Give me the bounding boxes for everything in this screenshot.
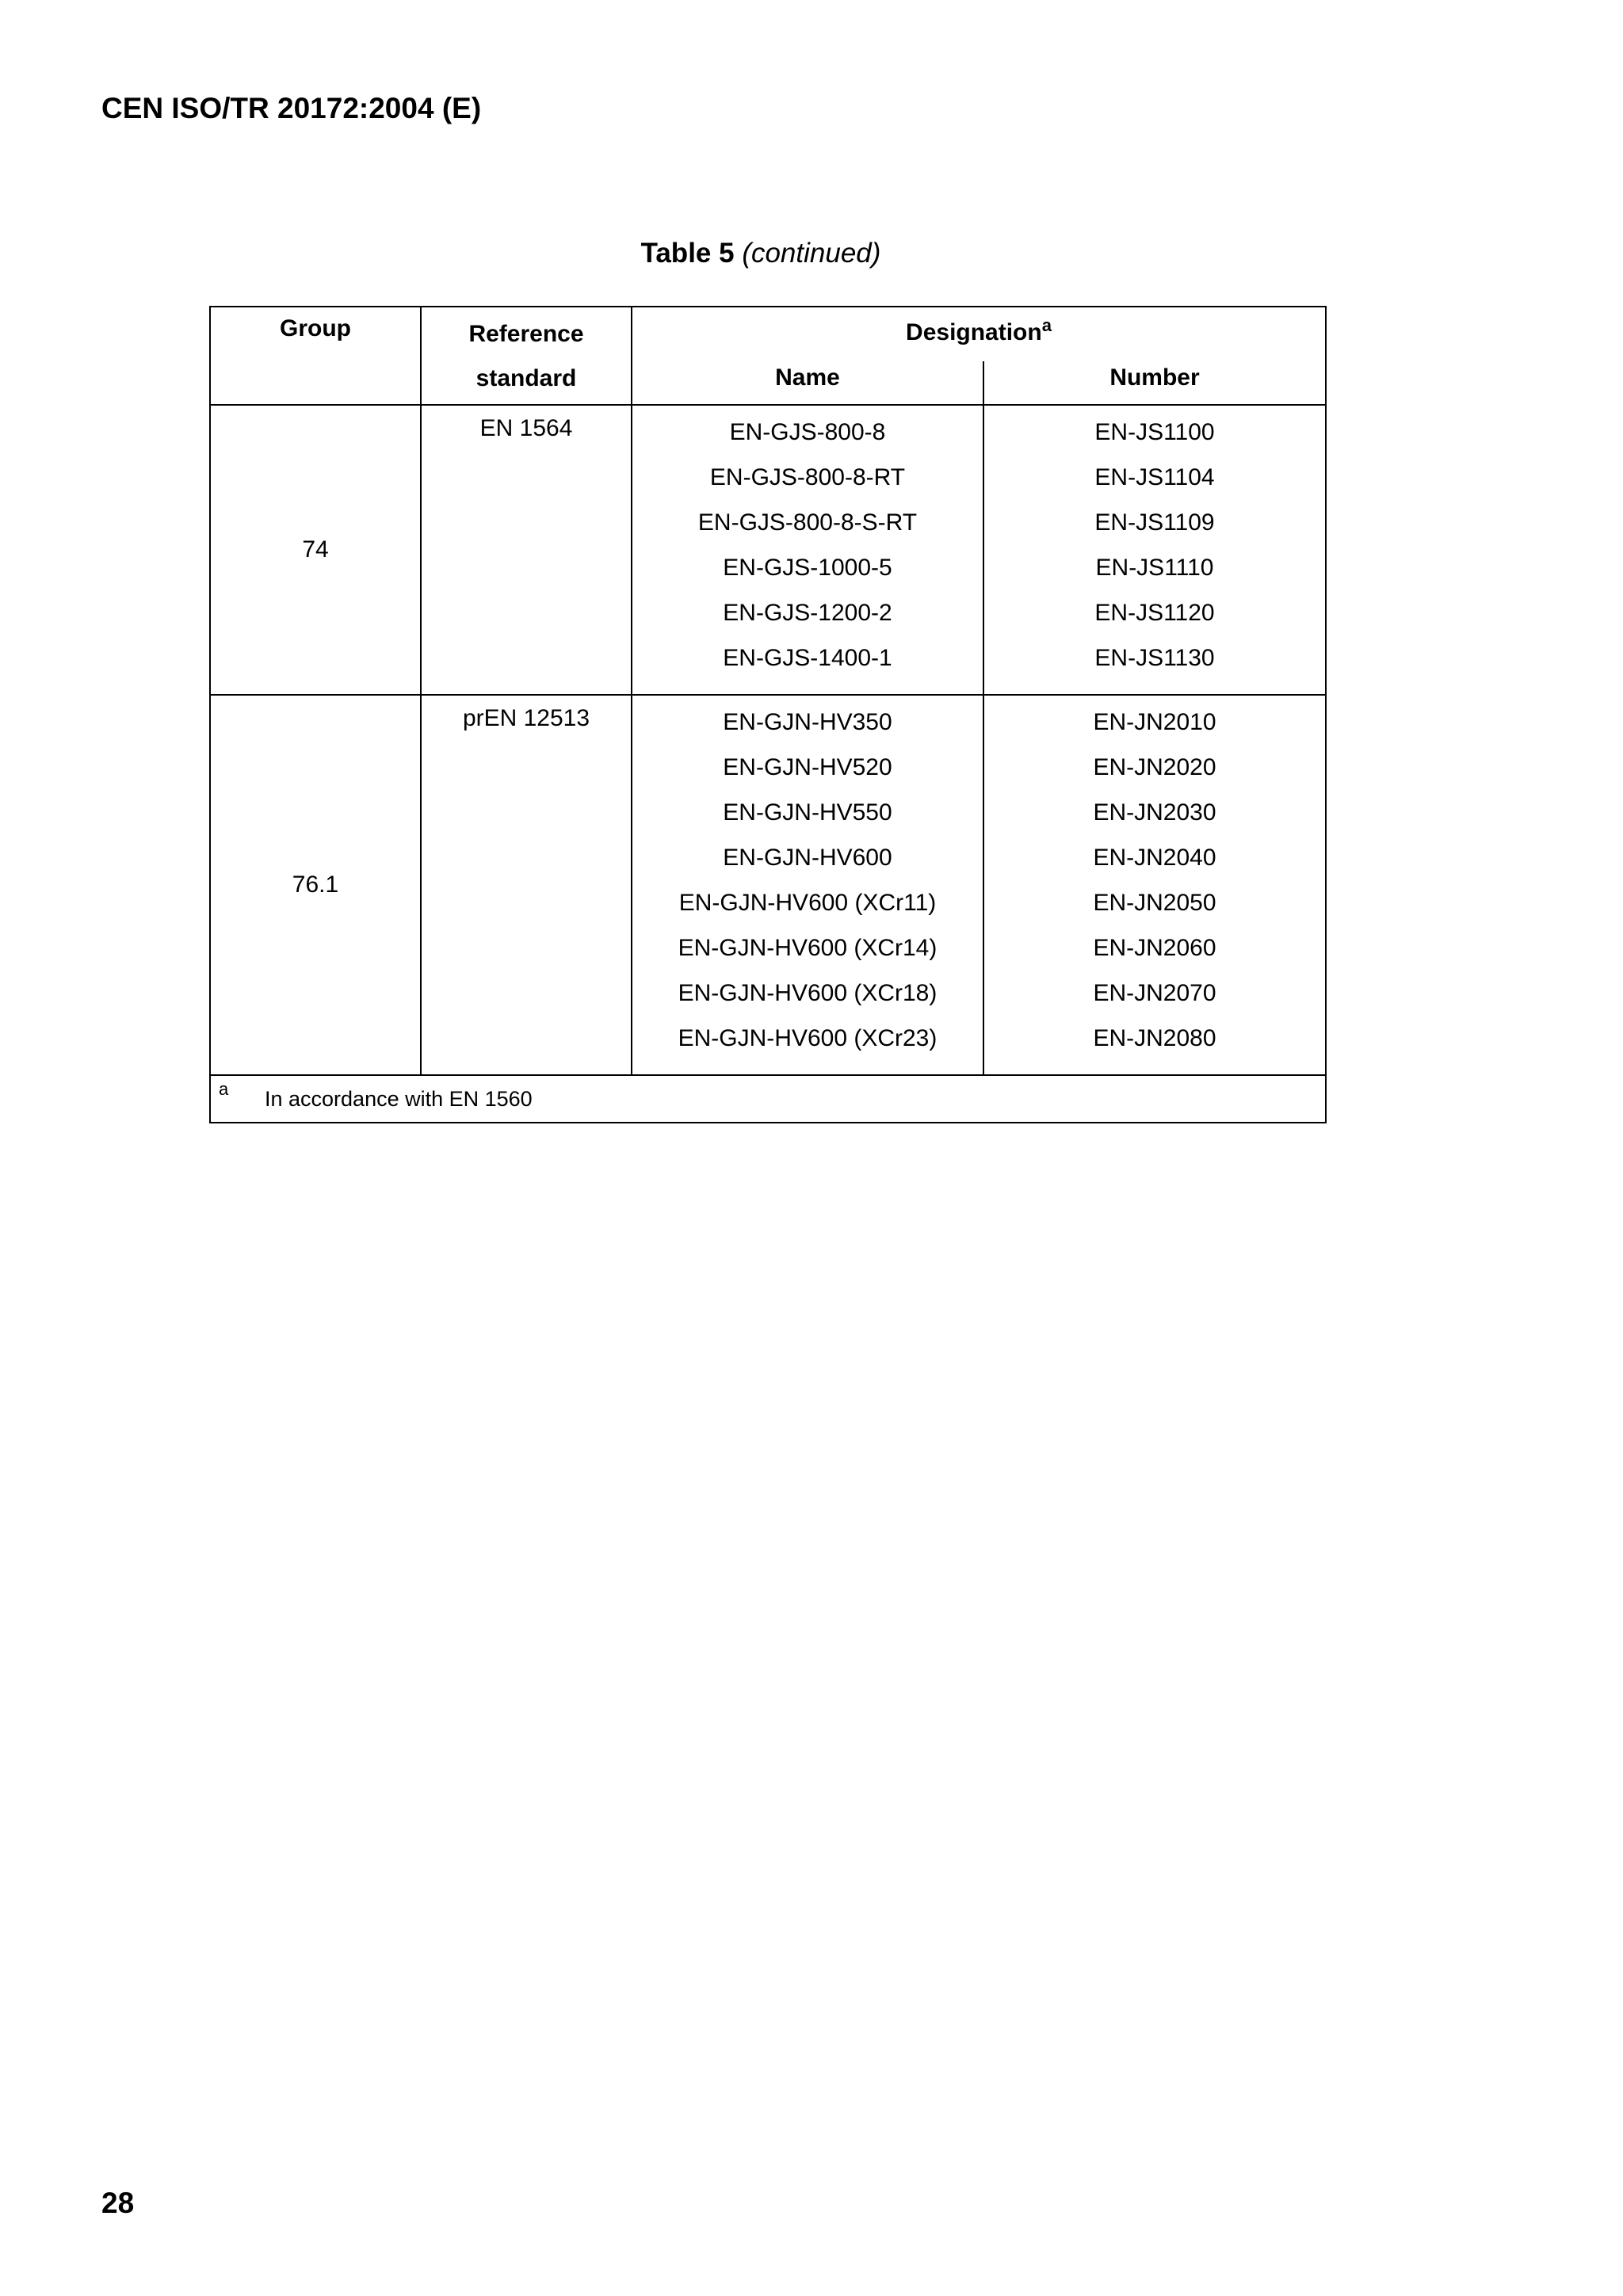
- designation-name: EN-GJN-HV600: [723, 845, 892, 871]
- designation-number: EN-JN2080: [1093, 1025, 1216, 1051]
- designation-number: EN-JN2020: [1093, 754, 1216, 780]
- designation-name: EN-GJN-HV520: [723, 754, 892, 780]
- designation-number: EN-JS1110: [1095, 555, 1214, 581]
- designation-name: EN-GJS-1400-1: [723, 645, 892, 671]
- designation-header-text: Designation: [906, 319, 1042, 345]
- designation-name: EN-GJN-HV550: [723, 799, 892, 826]
- group-header: Group: [210, 307, 421, 405]
- designation-header: [632, 307, 1326, 361]
- designation-number: EN-JN2050: [1093, 890, 1216, 916]
- designation-name: EN-GJN-HV600 (XCr11): [678, 890, 937, 916]
- number-header: Number: [983, 361, 1326, 405]
- name-header: Name: [632, 361, 983, 405]
- reference-header-line2: standard: [475, 365, 577, 391]
- group-cell: 76.1: [210, 695, 421, 1075]
- designation-number: EN-JS1120: [1094, 600, 1215, 626]
- table-caption: [0, 238, 1522, 269]
- designation-number: EN-JN2010: [1093, 709, 1216, 735]
- reference-standard-header: [421, 307, 632, 405]
- designation-number-cell: [983, 405, 1326, 695]
- designation-name: EN-GJN-HV600 (XCr18): [678, 980, 938, 1006]
- footnote-text: In accordance with EN 1560: [265, 1086, 533, 1111]
- designation-footnote-mark: a: [1041, 315, 1052, 335]
- table-row: [210, 405, 1326, 695]
- designation-name: EN-GJS-1200-2: [723, 600, 892, 626]
- designation-name-cell: [632, 405, 983, 695]
- designation-name: EN-GJN-HV600 (XCr23): [678, 1025, 938, 1051]
- designation-name: EN-GJS-800-8: [729, 419, 886, 445]
- page-number: 28: [101, 2187, 135, 2219]
- footnote-mark: a: [219, 1078, 229, 1099]
- designation-number: EN-JS1109: [1094, 509, 1215, 536]
- designation-table: [209, 306, 1327, 1123]
- reference-standard-cell: prEN 12513: [421, 695, 632, 1075]
- designation-name: EN-GJS-800-8-RT: [709, 464, 906, 490]
- designation-number: EN-JN2040: [1093, 845, 1216, 871]
- reference-standard-cell: EN 1564: [421, 405, 632, 695]
- designation-number: EN-JS1130: [1094, 645, 1215, 671]
- designation-number: EN-JN2060: [1093, 935, 1216, 961]
- designation-name-cell: [632, 695, 983, 1075]
- designation-number: EN-JN2070: [1093, 980, 1216, 1006]
- designation-number-cell: [983, 695, 1326, 1075]
- table-footnote: [210, 1075, 1326, 1123]
- designation-number: EN-JN2030: [1093, 799, 1216, 826]
- designation-name: EN-GJN-HV600 (XCr14): [678, 935, 938, 961]
- reference-header-line1: Reference: [468, 321, 584, 347]
- designation-name: EN-GJS-800-8-S-RT: [697, 509, 918, 536]
- designation-name: EN-GJN-HV350: [723, 709, 892, 735]
- designation-number: EN-JS1100: [1094, 419, 1215, 445]
- table-caption-note: (continued): [742, 238, 881, 269]
- document-header: CEN ISO/TR 20172:2004 (E): [101, 92, 482, 124]
- table-row: [210, 695, 1326, 1075]
- group-cell: 74: [210, 405, 421, 695]
- designation-name: EN-GJS-1000-5: [723, 555, 892, 581]
- table-caption-label: Table 5: [640, 238, 735, 269]
- designation-number: EN-JS1104: [1094, 464, 1215, 490]
